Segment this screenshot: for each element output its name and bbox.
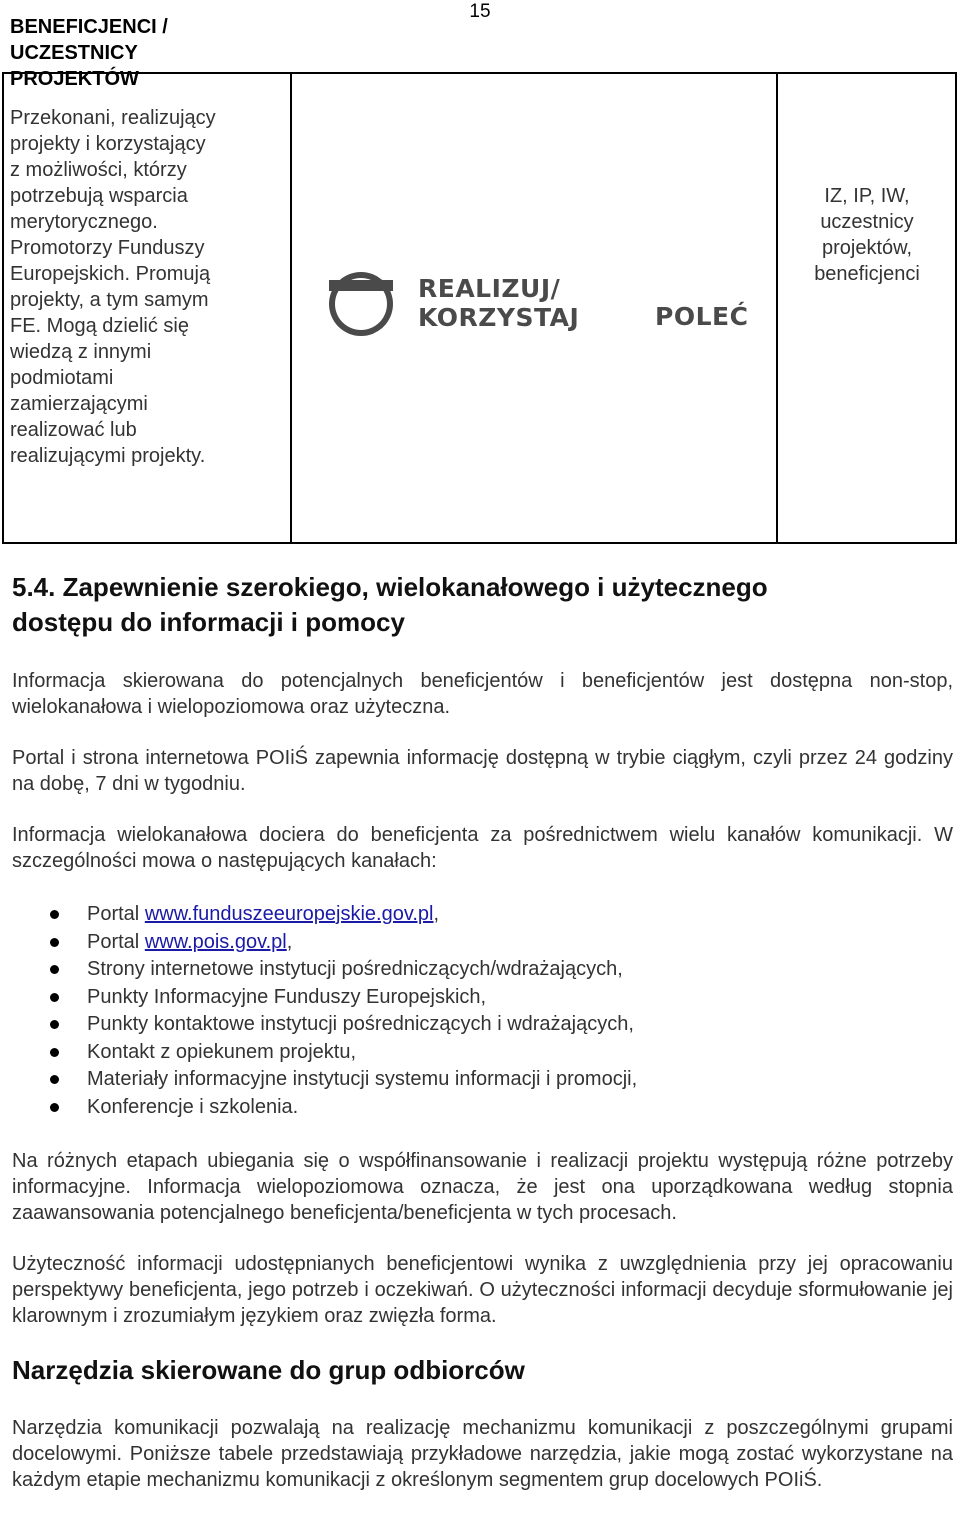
logo-text-realizuj-korzystaj (418, 274, 579, 332)
paragraph-usefulness: Użyteczność informacji udostępnianych beneficjentowi wynika z uwzględnienia przy jej opracowaniu perspektywy beneficjenta, jego potrzeb i oczekiwań. O użyteczności informacji decyduje sformułowanie jej klarownym i zrozumiałym językiem oraz zwięzła forma. (12, 1253, 953, 1327)
half-circle-icon (325, 266, 405, 346)
section-heading-line: 5.4. Zapewnienie szerokiego, wielokanałowego i użytecznego (12, 572, 768, 602)
description-line: podmiotami (10, 367, 114, 389)
list-item (0, 929, 940, 957)
description-line: zamierzającymi (10, 393, 148, 415)
channels-list (0, 901, 940, 1121)
list-item (0, 1039, 940, 1067)
section-heading-line: dostępu do informacji i pomocy (12, 607, 405, 637)
actors-line: projektów, (821, 237, 913, 259)
actors-line: beneficjenci (814, 263, 920, 285)
list-item-text: , (433, 903, 440, 925)
bullet-icon (50, 1020, 59, 1029)
bullet-icon (50, 993, 59, 1002)
table-cell-beneficiaries (10, 14, 285, 469)
description-line: Promotorzy Funduszy (10, 237, 205, 259)
bullet-icon (50, 1103, 59, 1112)
paragraph-tools: Narzędzia komunikacji pozwalają na realizację mechanizmu komunikacji z poszczególnymi grupami docelowymi. Poniższe tabele przedstawiają przykładowe narzędzia, jakie mogą zostać wykorzystane na każdym etapie mechanizmu komunikacji z określonym segmentem grup docelowych POIiŚ. (12, 1417, 953, 1491)
paragraph-portal: Portal i strona internetowa POIiŚ zapewnia informację dostępną w trybie ciągłym, czyli przez 24 godziny na dobę, 7 dni w tygodniu. (12, 747, 953, 795)
logo-line: REALIZUJ/ (418, 274, 561, 303)
bullet-icon (50, 1075, 59, 1084)
heading-line: PROJEKTÓW (10, 68, 139, 90)
paragraph-multilevel: Na różnych etapach ubiegania się o współfinansowanie i realizacji projektu występują różne potrzeby informacyjne. Informacja wielopoziomowa oznacza, że jest ona uporządkowana według stopnia zaawansowania potencjalnego beneficjenta/beneficjenta w tych procesach. (12, 1150, 953, 1224)
actors-line: IZ, IP, IW, (824, 185, 910, 207)
description-line: Przekonani, realizujący (10, 107, 216, 129)
bullet-icon (50, 1048, 59, 1057)
section-heading (12, 570, 952, 640)
list-item-text: Portal (87, 903, 145, 925)
list-item-text: , (286, 930, 293, 953)
description-line: projekty, a tym samym (10, 289, 209, 311)
page-number: 15 (469, 1, 491, 22)
tools-heading: Narzędzia skierowane do grup odbiorców (12, 1355, 525, 1385)
realizuj-korzystaj-polec-graphic (325, 266, 749, 346)
actors-line: uczestnicy (820, 211, 914, 233)
list-item-text: Konferencje i szkolenia. (87, 1095, 299, 1118)
list-item (0, 901, 940, 929)
table-column-divider (290, 74, 292, 542)
description-line: Europejskich. Promują (10, 263, 211, 285)
list-item (0, 1094, 940, 1122)
list-item-text: Kontakt z opiekunem projektu, (87, 1040, 357, 1063)
bullet-icon (50, 965, 59, 974)
list-item-text: Punkty Informacyjne Funduszy Europejskich, (87, 985, 487, 1008)
beneficiaries-heading (10, 14, 285, 92)
list-item (0, 1066, 940, 1094)
logo-text-polec: POLEĆ (655, 302, 749, 331)
beneficiaries-description (10, 105, 285, 469)
list-item-text: Materiały informacyjne instytucji systemu informacji i promocji, (87, 1068, 638, 1090)
bullet-icon (50, 938, 59, 947)
description-line: potrzebują wsparcia (10, 185, 188, 207)
description-line: wiedzą z innymi (10, 341, 152, 363)
bullet-icon (50, 910, 59, 919)
heading-line: UCZESTNICY (10, 42, 138, 64)
list-item-text: Punkty kontaktowe instytucji pośredniczących i wdrażających, (87, 1013, 634, 1035)
paragraph-availability: Informacja skierowana do potencjalnych beneficjentów i beneficjentów jest dostępna non-stop, wielokanałowa i wielopoziomowa oraz użyteczna. (12, 670, 953, 718)
link-pois[interactable]: www.pois.gov.pl (144, 930, 287, 953)
description-line: z możliwości, którzy (10, 159, 187, 181)
description-line: merytorycznego. (10, 211, 158, 233)
link-funduszeeuropejskie[interactable]: www.funduszeeuropejskie.gov.pl (144, 903, 434, 925)
list-item (0, 984, 940, 1012)
description-line: realizującymi projekty. (10, 445, 206, 467)
table-column-divider (776, 74, 778, 542)
paragraph-multichannel: Informacja wielokanałowa dociera do beneficjenta za pośrednictwem wielu kanałów komunikacji. W szczególności mowa o następujących kanałach: (12, 824, 953, 872)
description-line: projekty i korzystający (10, 133, 206, 155)
table-cell-actors (782, 183, 952, 287)
list-item-text: Strony internetowe instytucji pośredniczących/wdrażających, (87, 958, 623, 980)
list-item (0, 956, 940, 984)
list-item-text: Portal (87, 930, 145, 953)
description-line: realizować lub (10, 419, 137, 441)
list-item (0, 1011, 940, 1039)
heading-line: BENEFICJENCI / (10, 16, 168, 38)
logo-line: KORZYSTAJ (418, 303, 580, 332)
description-line: FE. Mogą dzielić się (10, 315, 189, 337)
